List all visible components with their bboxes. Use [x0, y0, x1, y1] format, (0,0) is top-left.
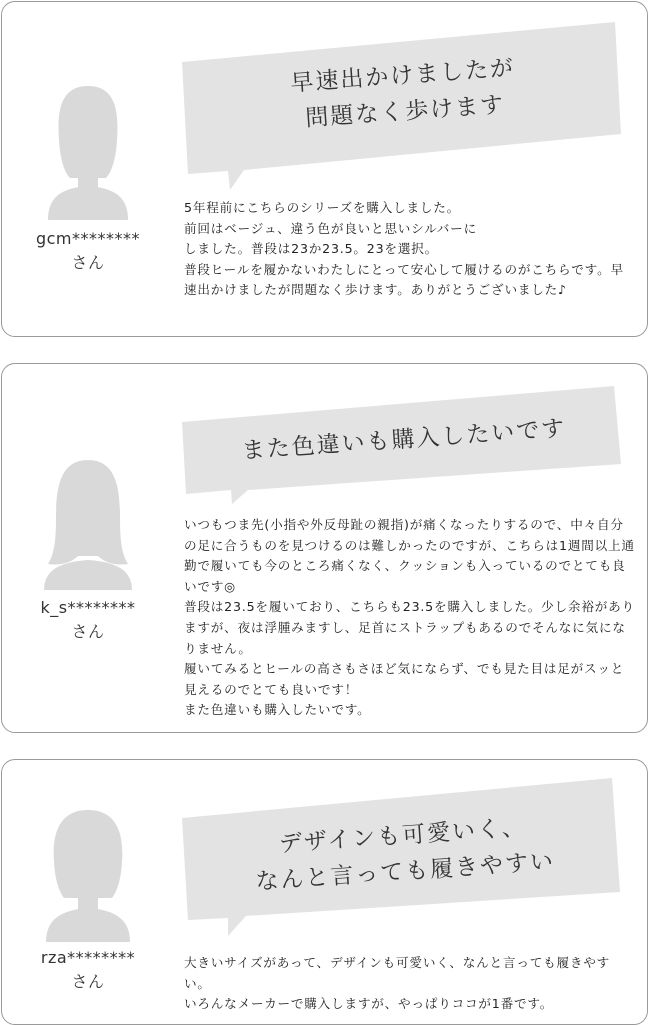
- review-body: 5年程前にこちらのシリーズを購入しました。 前回はベージュ、違う色が良いと思いシルバーに しました。普段は23か23.5。23を選択。 普段ヒールを履かないわたしにとって安心して履けるのがこちらです。早速出かけましたが問題なく歩けます。ありがとうございました♪: [184, 200, 624, 298]
- review-headline: また色違いも購入したいです: [240, 415, 568, 465]
- review-body: いつもつま先(小指や外反母趾の親指)が痛くなったりするので、中々自分の足に合うものを見つけるのは難しかったのですが、こちらは1週間以上通勤で履いても今のところ痛くなく、クッションも入っているのでとても良いです◎ 普段は23.5を履いており、こちらも23.5を購入しました。少し余裕がありますが、夜は浮腫みますし、足首にストラップもあるのでそんなに気になりません。 履いてみるとヒールの高さもさほど気にならず、でも見た目は足がスッと見えるのでとても良いです！ また色違いも購入したいです。: [184, 517, 635, 718]
- review-card: [1, 759, 648, 1025]
- review-card: [1, 363, 648, 733]
- reviewer-name: k_s******** さん: [40, 598, 136, 641]
- review-headline: デザインも可愛いく、 なんと言っても履きやすい: [254, 814, 556, 896]
- review-card: [1, 1, 648, 337]
- reviewer-name: gcm******** さん: [35, 229, 141, 272]
- reviewer-name: rza******** さん: [40, 948, 136, 991]
- review-headline: 早速出かけましたが 問題なく歩けます: [289, 55, 516, 132]
- review-body: 大きいサイズがあって、デザインも可愛いく、なんと言っても履きやすい。 いろんなメーカーで購入しますが、やっぱりココが1番です。: [184, 955, 611, 1012]
